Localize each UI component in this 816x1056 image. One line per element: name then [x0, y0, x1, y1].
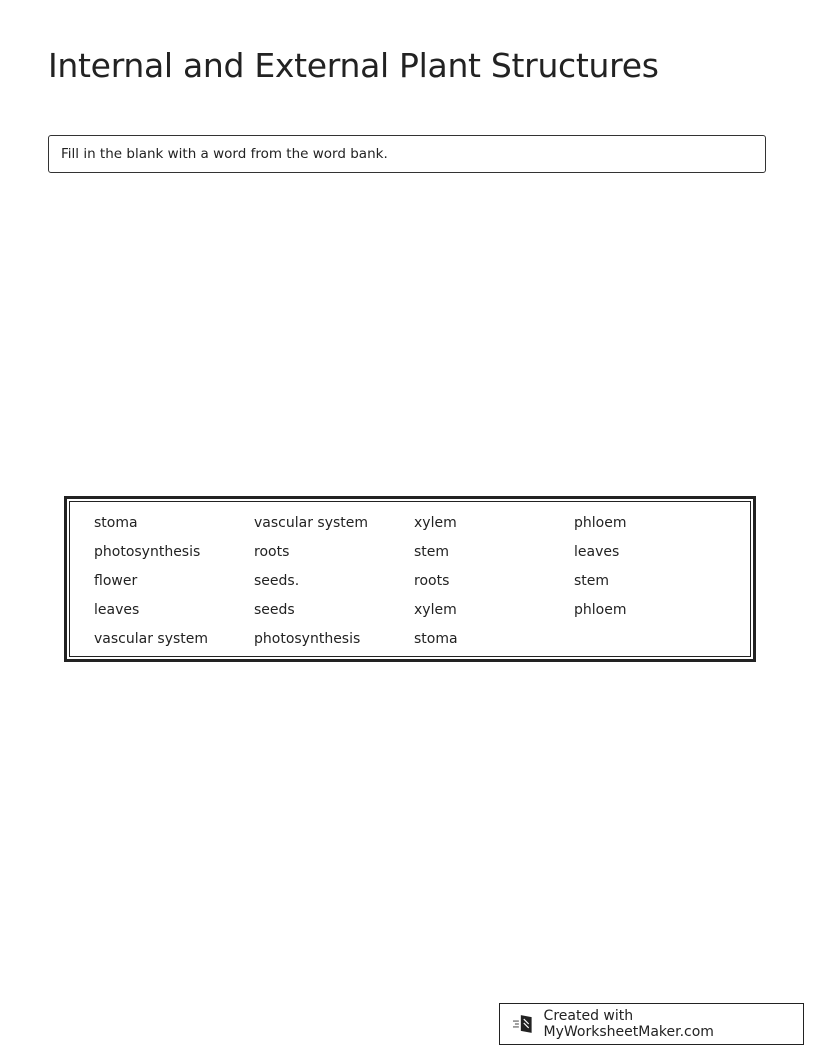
word-bank-grid [94, 509, 734, 654]
word-bank-item: stoma [94, 515, 138, 531]
word-bank-item: phloem [574, 602, 627, 618]
word-bank-item: seeds [254, 602, 295, 618]
word-bank-item: phloem [574, 515, 627, 531]
word-bank-item: roots [254, 544, 290, 560]
word-bank-item: vascular system [94, 631, 209, 647]
word-bank-item: xylem [414, 515, 457, 531]
word-bank-item: vascular system [254, 515, 369, 531]
word-bank-item: stem [414, 544, 450, 560]
word-bank-item: stem [574, 573, 610, 589]
page-title: Internal and External Plant Structures [48, 46, 659, 85]
word-bank [64, 496, 756, 662]
word-bank-item: seeds. [254, 573, 300, 589]
word-bank-item: roots [414, 573, 450, 589]
word-bank-item: leaves [574, 544, 620, 560]
word-bank-item: stoma [414, 631, 458, 647]
word-bank-item: photosynthesis [94, 544, 201, 560]
word-bank-item: photosynthesis [254, 631, 361, 647]
instructions-box: Fill in the blank with a word from the word bank. [48, 135, 766, 173]
worksheet-maker-logo-icon [512, 1013, 536, 1035]
word-bank-item: leaves [94, 602, 140, 618]
word-bank-item: xylem [414, 602, 457, 618]
footer-label: Created with MyWorksheetMaker.com [543, 1008, 714, 1040]
footer-credit [499, 1003, 804, 1045]
word-bank-item: flower [94, 573, 138, 589]
